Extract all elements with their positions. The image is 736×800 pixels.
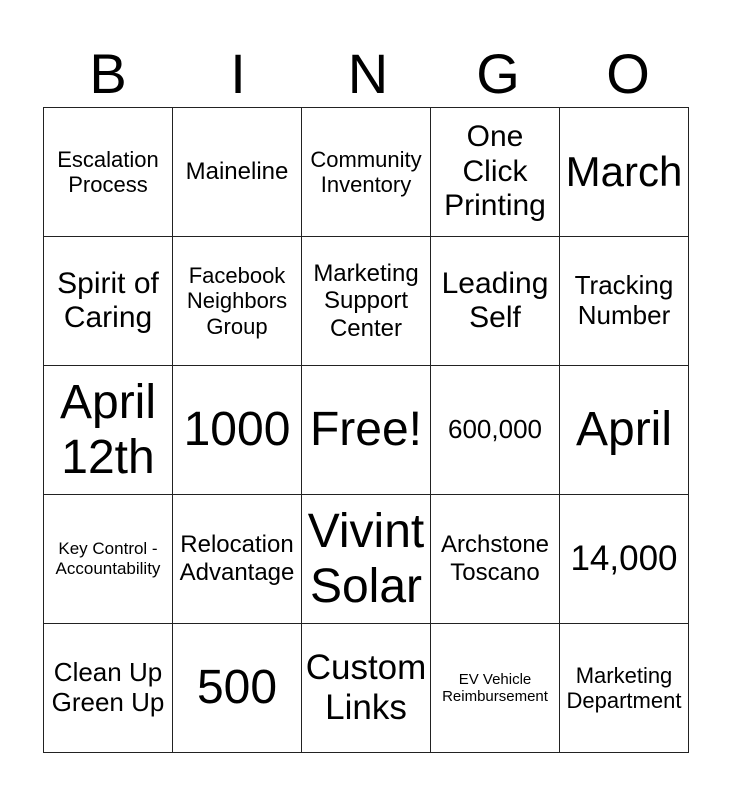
- bingo-cell[interactable]: Community Inventory: [302, 108, 431, 237]
- bingo-cell[interactable]: 1000: [173, 366, 302, 495]
- header-letter-n: N: [347, 42, 389, 105]
- bingo-cell[interactable]: Maineline: [173, 108, 302, 237]
- bingo-cell[interactable]: One Click Printing: [431, 108, 560, 237]
- bingo-row: [44, 108, 689, 237]
- bingo-row: [44, 237, 689, 366]
- bingo-cell[interactable]: April: [560, 366, 689, 495]
- bingo-cell[interactable]: Custom Links: [302, 624, 431, 753]
- bingo-row: [44, 366, 689, 495]
- bingo-cell[interactable]: Facebook Neighbors Group: [173, 237, 302, 366]
- bingo-cell[interactable]: Marketing Department: [560, 624, 689, 753]
- bingo-cell[interactable]: Marketing Support Center: [302, 237, 431, 366]
- bingo-cell[interactable]: April 12th: [44, 366, 173, 495]
- bingo-cell[interactable]: Leading Self: [431, 237, 560, 366]
- bingo-cell[interactable]: Vivint Solar: [302, 495, 431, 624]
- bingo-row: [44, 624, 689, 753]
- bingo-cell[interactable]: Tracking Number: [560, 237, 689, 366]
- bingo-cell[interactable]: Spirit of Caring: [44, 237, 173, 366]
- bingo-cell[interactable]: 500: [173, 624, 302, 753]
- bingo-cell[interactable]: EV Vehicle Reimbursement: [431, 624, 560, 753]
- bingo-cell-free[interactable]: Free!: [302, 366, 431, 495]
- header-letter-i: I: [230, 42, 246, 105]
- bingo-card: [43, 107, 689, 753]
- bingo-cell[interactable]: March: [560, 108, 689, 237]
- header-letter-o: O: [606, 42, 650, 105]
- header-letter-b: B: [89, 42, 127, 105]
- bingo-cell[interactable]: Key Control - Accountability: [44, 495, 173, 624]
- bingo-cell[interactable]: Archstone Toscano: [431, 495, 560, 624]
- bingo-cell[interactable]: 14,000: [560, 495, 689, 624]
- header-letter-g: G: [476, 42, 520, 105]
- bingo-row: [44, 495, 689, 624]
- bingo-header: [43, 40, 693, 108]
- bingo-cell[interactable]: Relocation Advantage: [173, 495, 302, 624]
- bingo-cell[interactable]: 600,000: [431, 366, 560, 495]
- bingo-cell[interactable]: Clean Up Green Up: [44, 624, 173, 753]
- bingo-cell[interactable]: Escalation Process: [44, 108, 173, 237]
